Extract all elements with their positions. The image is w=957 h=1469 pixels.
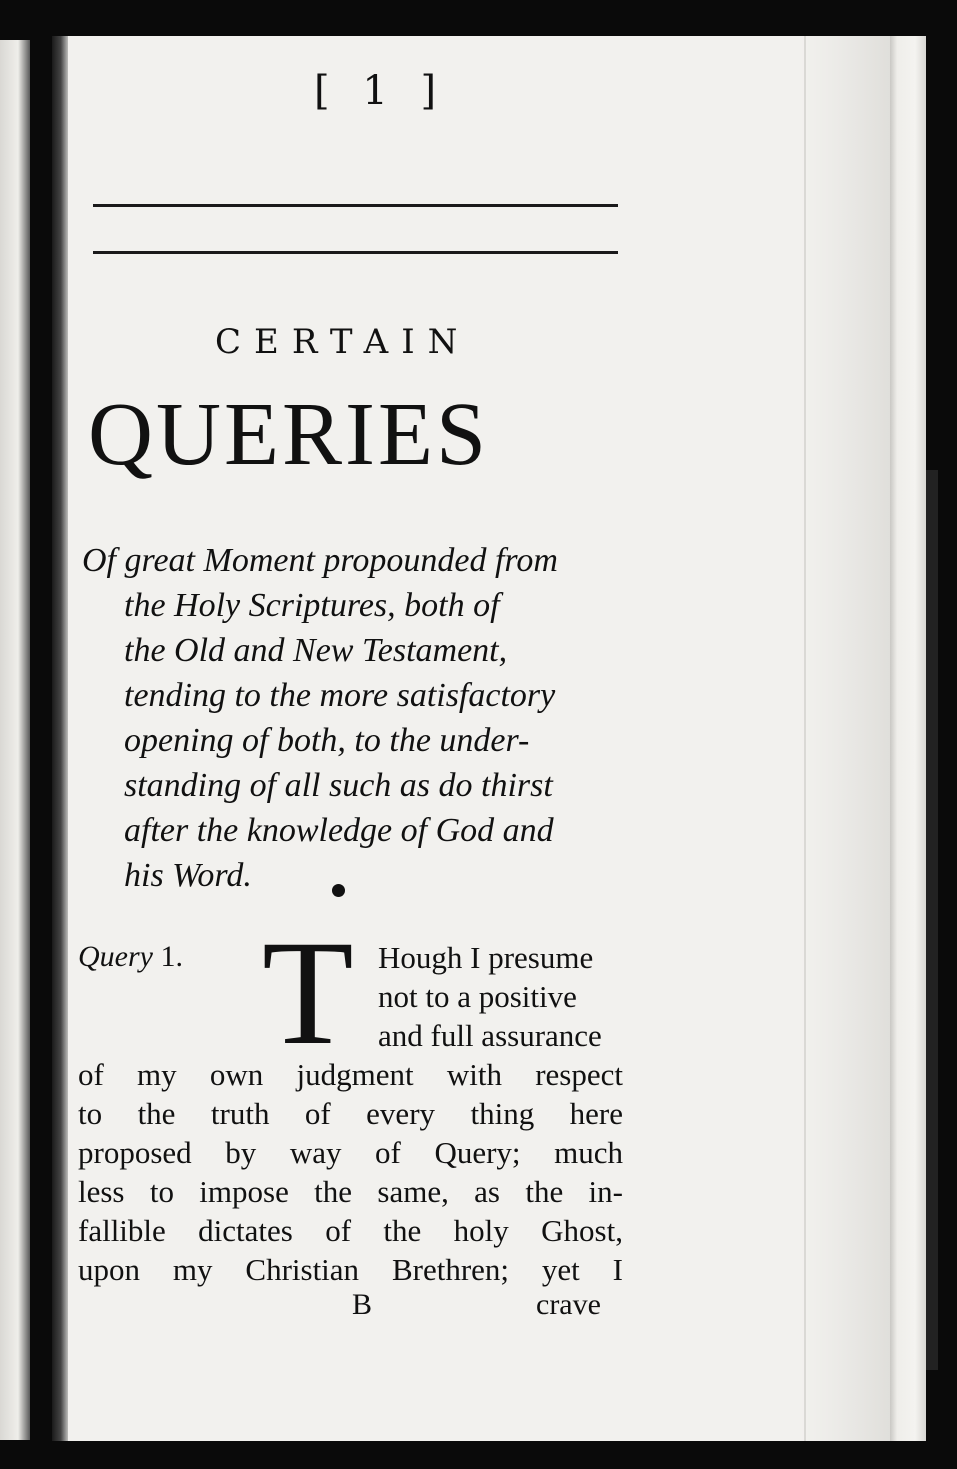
body-line: upon my Christian Brethren; yet I [78,1252,623,1287]
ornament-dot [332,884,345,897]
subtitle-line: after the knowledge of God and [124,812,554,849]
query-word: Query [78,940,153,973]
body-line: Hough I presume [378,940,594,975]
subtitle-block [82,538,642,898]
subtitle-line: Of great Moment propounded from [82,542,558,579]
body-line: and full assurance [378,1018,602,1053]
heading-certain: CERTAIN [215,322,471,362]
facing-page-edge [0,40,30,1440]
body-text [78,938,623,1289]
gutter-shadow [52,36,68,1441]
page-crease [804,36,806,1441]
top-rule [93,204,618,207]
subtitle-line: standing of all such as do thirst [124,767,553,804]
body-line: not to a positive [378,979,577,1014]
drop-cap: T [262,910,354,1076]
page-edge-strip [890,36,926,1441]
subtitle-line: his Word. [124,857,252,894]
bottom-rule [93,251,618,254]
body-line: proposed by way of Query; much [78,1135,623,1170]
subtitle-line: the Holy Scriptures, both of [124,587,500,624]
catchword: crave [536,1288,601,1321]
subtitle-line: the Old and New Testament, [124,632,508,669]
body-line: less to impose the same, as the in- [78,1174,623,1209]
binding-shadow [926,470,938,1370]
fore-edge [800,36,890,1441]
signature-mark: B [352,1288,373,1321]
body-line: fallible dictates of the holy Ghost, [78,1213,623,1248]
query-number: 1. [160,940,183,973]
heading-queries: QUERIES [88,385,489,484]
body-line: to the truth of every thing here [78,1096,623,1131]
body-line: of my own judgment with respect [78,1057,623,1092]
page-number: [ 1 ] [314,68,447,114]
subtitle-line: tending to the more satisfactory [124,677,556,714]
subtitle-line: opening of both, to the under- [124,722,530,759]
